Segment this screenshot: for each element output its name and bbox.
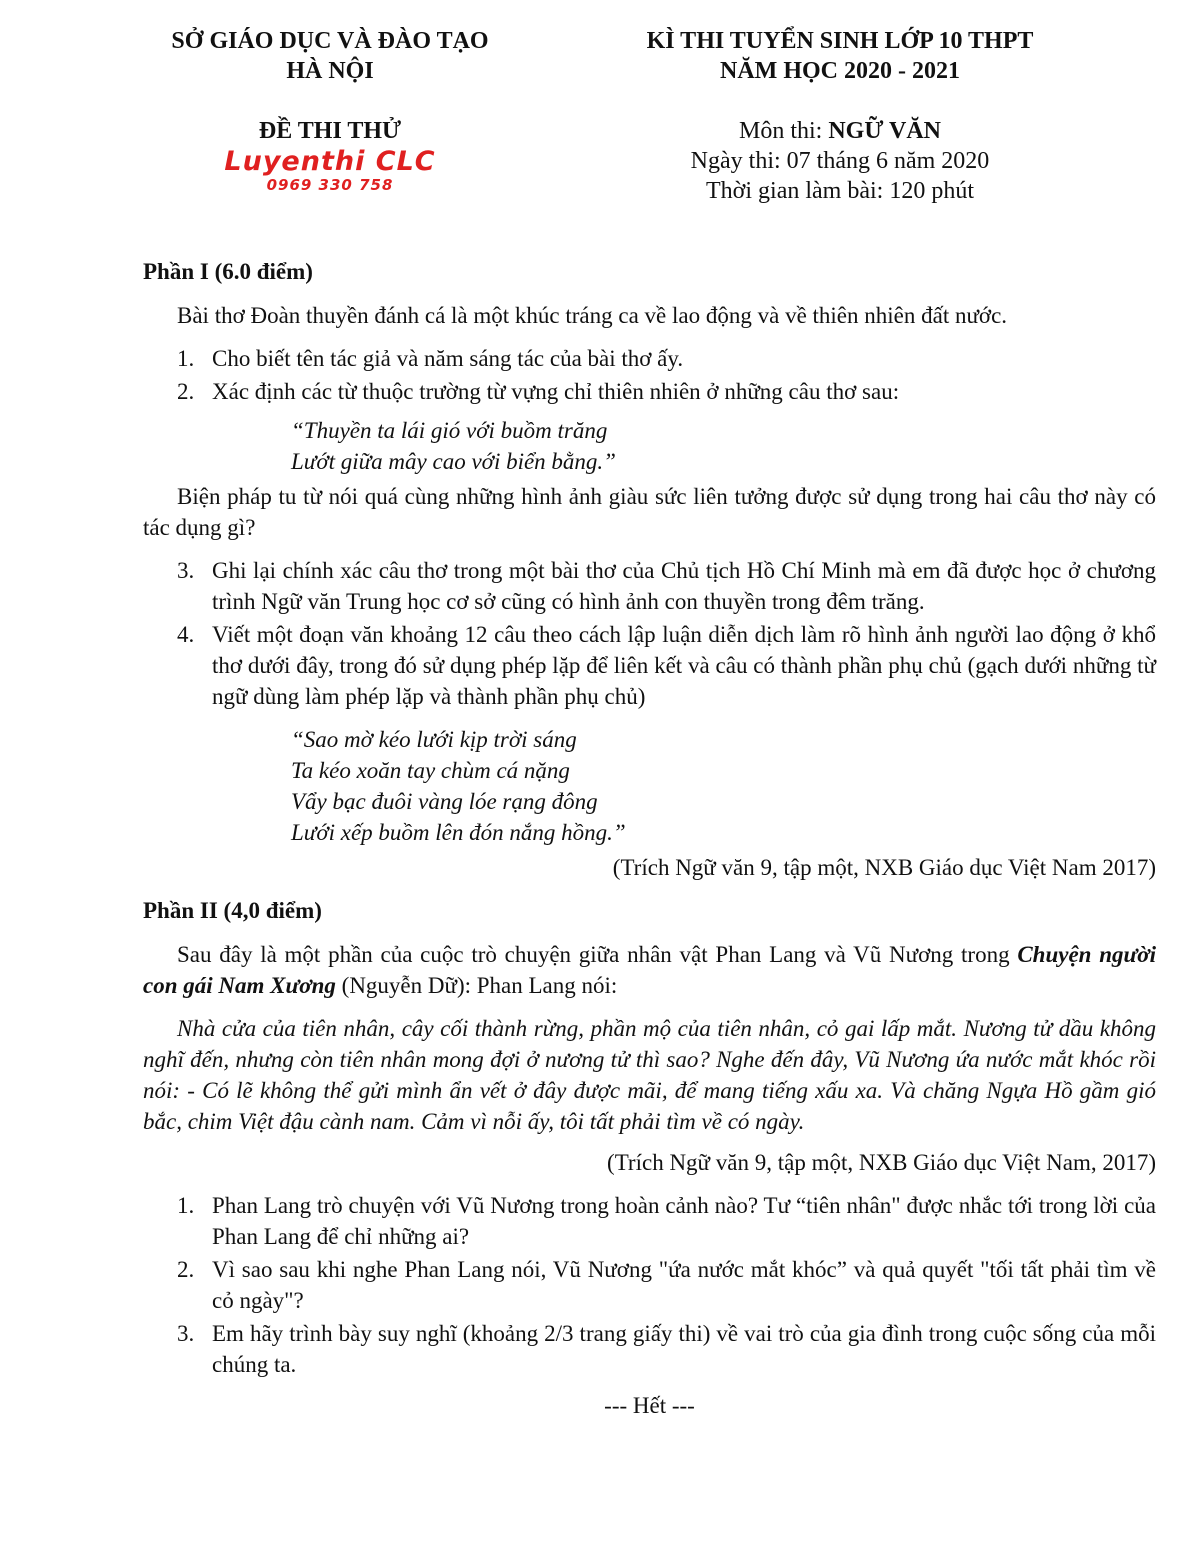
part1-questions-b (143, 555, 1156, 712)
part2-question-3 (143, 1318, 1156, 1380)
question-number: 1. (177, 1193, 195, 1218)
poem-excerpt-2 (291, 724, 1156, 848)
question-number: 3. (177, 1321, 195, 1346)
question-number: 2. (177, 379, 195, 404)
poem-line: “Sao mờ kéo lưới kịp trời sáng (291, 727, 577, 752)
question-number: 2. (177, 1257, 195, 1282)
school-year: NĂM HỌC 2020 - 2021 (720, 58, 960, 84)
poem-line: Lưới xếp buồm lên đón nắng hồng.” (291, 820, 626, 845)
poem-line: “Thuyền ta lái gió với buồm trăng (291, 418, 608, 443)
part1-question-3 (143, 555, 1156, 617)
part1-source: (Trích Ngữ văn 9, tập một, NXB Giáo dục Việt Nam 2017) (612, 855, 1156, 880)
part2-title: Phần II (4,0 điểm) (143, 898, 322, 923)
question-text: Em hãy trình bày suy nghĩ (khoảng 2/3 trang giấy thi) về vai trò của gia đình trong cuộc sống của mỗi chúng ta. (212, 1321, 1156, 1377)
question-text: Xác định các từ thuộc trường từ vựng chỉ thiên nhiên ở những câu thơ sau: (212, 379, 900, 404)
question-text: Viết một đoạn văn khoảng 12 câu theo cách lập luận diễn dịch làm rõ hình ảnh người lao động ở khổ thơ dưới đây, trong đó sử dụng phép lặp để liên kết và câu có thành phần phụ chủ (gạch dưới những từ ngữ dùng làm phép lặp và thành phần phụ chủ) (212, 622, 1156, 709)
subject-value: NGỮ VĂN (828, 118, 941, 144)
exam-content (143, 256, 1156, 1444)
subject-label: Môn thi: (738, 118, 829, 144)
question-number: 3. (177, 558, 195, 583)
city-name: HÀ NỘI (286, 58, 374, 84)
question-number: 4. (177, 622, 195, 647)
question-text: Cho biết tên tác giả và năm sáng tác của bài thơ ấy. (212, 346, 684, 371)
poem-excerpt-1 (291, 415, 1156, 477)
question-text: Ghi lại chính xác câu thơ trong một bài thơ của Chủ tịch Hồ Chí Minh mà em đã được học ở chương trình Ngữ văn Trung học cơ sở cũng có hình ảnh con thuyền trong đêm trăng. (212, 558, 1156, 614)
intro-text: Sau đây là một phần của cuộc trò chuyện giữa nhân vật Phan Lang và Vũ Nương trong (177, 942, 1018, 967)
part1-question-2 (143, 376, 1156, 407)
end-marker: --- Hết --- (604, 1393, 695, 1418)
exam-date: Ngày thi: 07 tháng 6 năm 2020 (690, 148, 990, 174)
poem-line: Ta kéo xoăn tay chùm cá nặng (291, 758, 570, 783)
question-text: Phan Lang trò chuyện với Vũ Nương trong hoàn cảnh nào? Tư “tiên nhân" được nhắc tới trong lời của Phan Lang để chỉ những ai? (212, 1193, 1156, 1249)
part1-question-4 (143, 619, 1156, 712)
part1-questions-a (143, 343, 1156, 407)
subject (605, 116, 1075, 146)
poem-line: Vẩy bạc đuôi vàng lóe rạng đông (291, 789, 598, 814)
part2-question-1 (143, 1190, 1156, 1252)
part2-intro (143, 939, 1156, 1001)
brand-logo: Luyenthi CLC (224, 146, 436, 177)
part2-excerpt: Nhà cửa của tiên nhân, cây cối thành rừng, phần mộ của tiên nhân, cỏ gai lấp mắt. Nương tử dầu không nghĩ đến, nhưng còn tiên nhân mong đợi ở nương tử thì sao? Nghe đến đây, Vũ Nương ứa nước mắt khóc rồi nói: - Có lẽ không thể gửi mình ẩn vết ở đây được mãi, để mang tiếng xấu xa. Và chăng Ngựa Hồ gầm gió bắc, chim Việt đậu cành nam. Cảm vì nỗi ấy, tôi tất phải tìm về có ngày. (143, 1016, 1156, 1134)
poem-line: Lướt giữa mây cao với biển bằng.” (291, 449, 616, 474)
intro-text: (Nguyễn Dữ): Phan Lang nói: (335, 973, 618, 998)
brand-phone: 0969 330 758 (266, 176, 394, 194)
part1-question-1 (143, 343, 1156, 374)
question-number: 1. (177, 346, 195, 371)
question-text: Vì sao sau khi nghe Phan Lang nói, Vũ Nương "ứa nước mắt khóc” và quả quyết "tối tất phải tìm về cỏ ngày"? (212, 1257, 1156, 1313)
part2-questions (143, 1190, 1156, 1380)
header-left (125, 26, 535, 194)
exam-duration: Thời gian làm bài: 120 phút (706, 178, 974, 204)
department-name: SỞ GIÁO DỤC VÀ ĐÀO TẠO (171, 28, 489, 54)
header-right (605, 26, 1075, 206)
part2-source: (Trích Ngữ văn 9, tập một, NXB Giáo dục Việt Nam, 2017) (607, 1150, 1156, 1175)
exam-title: KÌ THI TUYỂN SINH LỚP 10 THPT (646, 28, 1034, 54)
part1-intro: Bài thơ Đoàn thuyền đánh cá là một khúc tráng ca về lao động và về thiên nhiên đất nước. (177, 303, 1008, 328)
exam-type: ĐỀ THI THỬ (258, 118, 402, 144)
part2-question-2 (143, 1254, 1156, 1316)
work-title: Chuyện người con gái Nam Xương (143, 942, 1156, 998)
part1-title: Phần I (6.0 điểm) (143, 259, 313, 284)
part1-question-2-followup: Biện pháp tu từ nói quá cùng những hình ảnh giàu sức liên tưởng được sử dụng trong hai câu thơ này có tác dụng gì? (143, 484, 1156, 540)
